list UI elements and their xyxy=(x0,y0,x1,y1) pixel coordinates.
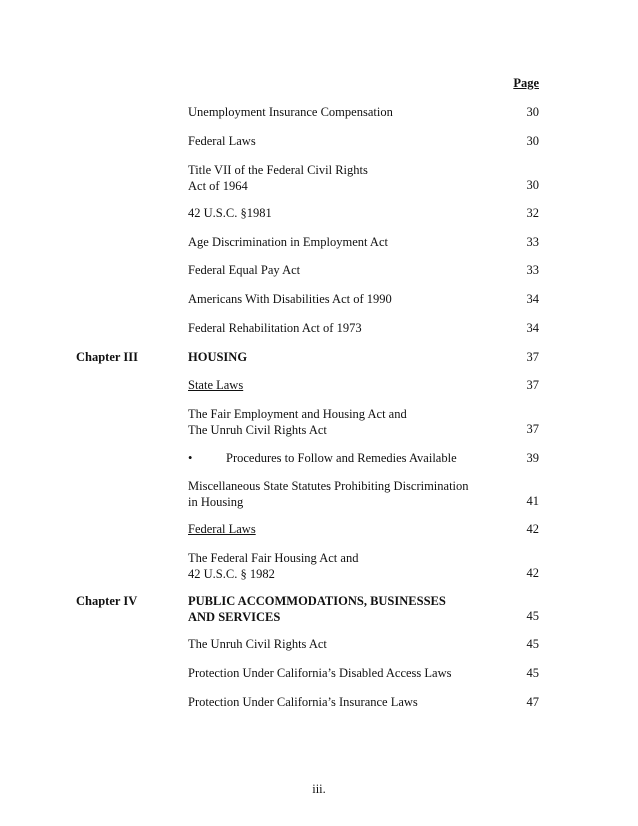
toc-entry xyxy=(0,636,638,652)
toc-entry xyxy=(0,550,638,581)
toc-entry xyxy=(0,320,638,336)
toc-entry-title: Protection Under California’s Disabled Access Laws xyxy=(188,666,452,680)
toc-entry-title: State Laws xyxy=(188,378,244,392)
toc-bullet-entry xyxy=(188,450,488,466)
toc-entry-title: HOUSING xyxy=(188,350,248,364)
toc-entry-page: 45 xyxy=(526,666,539,680)
bullet-glyph: • xyxy=(188,451,193,465)
toc-entry xyxy=(0,665,638,681)
toc-entry xyxy=(0,450,638,466)
toc-entry xyxy=(0,262,638,278)
toc-entry-page: 47 xyxy=(526,695,539,709)
toc-entry-page: 42 xyxy=(526,522,539,536)
toc-entry-title: Unemployment Insurance Compensation xyxy=(188,105,393,119)
toc-entry-title: Protection Under California’s Insurance Laws xyxy=(188,695,418,709)
toc-entry xyxy=(0,234,638,250)
toc-chapter-entry xyxy=(0,593,638,624)
toc-entry-page: 33 xyxy=(526,263,539,277)
toc-entry-page: 34 xyxy=(526,292,539,306)
toc-entry-title: The Unruh Civil Rights Act xyxy=(188,637,327,651)
toc-entry-title: PUBLIC ACCOMMODATIONS, BUSINESSES AND SERVICES xyxy=(188,594,446,624)
toc-entry-title: Miscellaneous State Statutes Prohibiting Discrimination in Housing xyxy=(188,479,469,509)
toc-entry xyxy=(0,133,638,149)
toc-entry xyxy=(0,694,638,710)
toc-entry-title: The Federal Fair Housing Act and 42 U.S.C. § 1982 xyxy=(188,551,359,581)
toc-entry xyxy=(0,377,638,393)
toc-entry xyxy=(0,291,638,307)
toc-entry-page: 30 xyxy=(526,134,539,148)
toc-entry-page: 37 xyxy=(526,378,539,392)
toc-entry-page: 30 xyxy=(526,178,539,192)
toc-entry-page: 45 xyxy=(526,609,539,623)
toc-entry-page: 41 xyxy=(526,494,539,508)
toc-entry xyxy=(0,162,638,193)
toc-entry xyxy=(0,521,638,537)
toc-entry-page: 37 xyxy=(526,422,539,436)
toc-entry-page: 34 xyxy=(526,321,539,335)
toc-entry xyxy=(0,205,638,221)
toc-entry-page: 39 xyxy=(526,451,539,465)
chapter-label: Chapter III xyxy=(76,350,138,364)
toc-entry xyxy=(0,478,638,509)
toc-entry-page: 37 xyxy=(526,350,539,364)
toc-entry-title: The Fair Employment and Housing Act and The Unruh Civil Rights Act xyxy=(188,407,407,437)
toc-entry-page: 42 xyxy=(526,566,539,580)
toc-entry-title: Procedures to Follow and Remedies Available xyxy=(226,451,457,465)
toc-entry-title: Age Discrimination in Employment Act xyxy=(188,235,388,249)
page-number: iii. xyxy=(312,782,326,796)
page-column-label: Page xyxy=(513,76,539,90)
toc-entry-title: Title VII of the Federal Civil Rights Act of 1964 xyxy=(188,163,368,193)
chapter-label: Chapter IV xyxy=(76,594,138,608)
toc-entry-title: Americans With Disabilities Act of 1990 xyxy=(188,292,392,306)
toc-entry xyxy=(0,104,638,120)
toc-chapter-entry xyxy=(0,349,638,365)
toc-entry-title: Federal Equal Pay Act xyxy=(188,263,301,277)
toc-entry-title: 42 U.S.C. §1981 xyxy=(188,206,272,220)
toc-entry-page: 32 xyxy=(526,206,539,220)
toc-entry-page: 45 xyxy=(526,637,539,651)
toc-entry-page: 33 xyxy=(526,235,539,249)
toc-entry-page: 30 xyxy=(526,105,539,119)
toc-entry-title: Federal Laws xyxy=(188,522,256,536)
toc-entry-title: Federal Rehabilitation Act of 1973 xyxy=(188,321,362,335)
toc-entry-title: Federal Laws xyxy=(188,134,256,148)
toc-entry xyxy=(0,406,638,437)
